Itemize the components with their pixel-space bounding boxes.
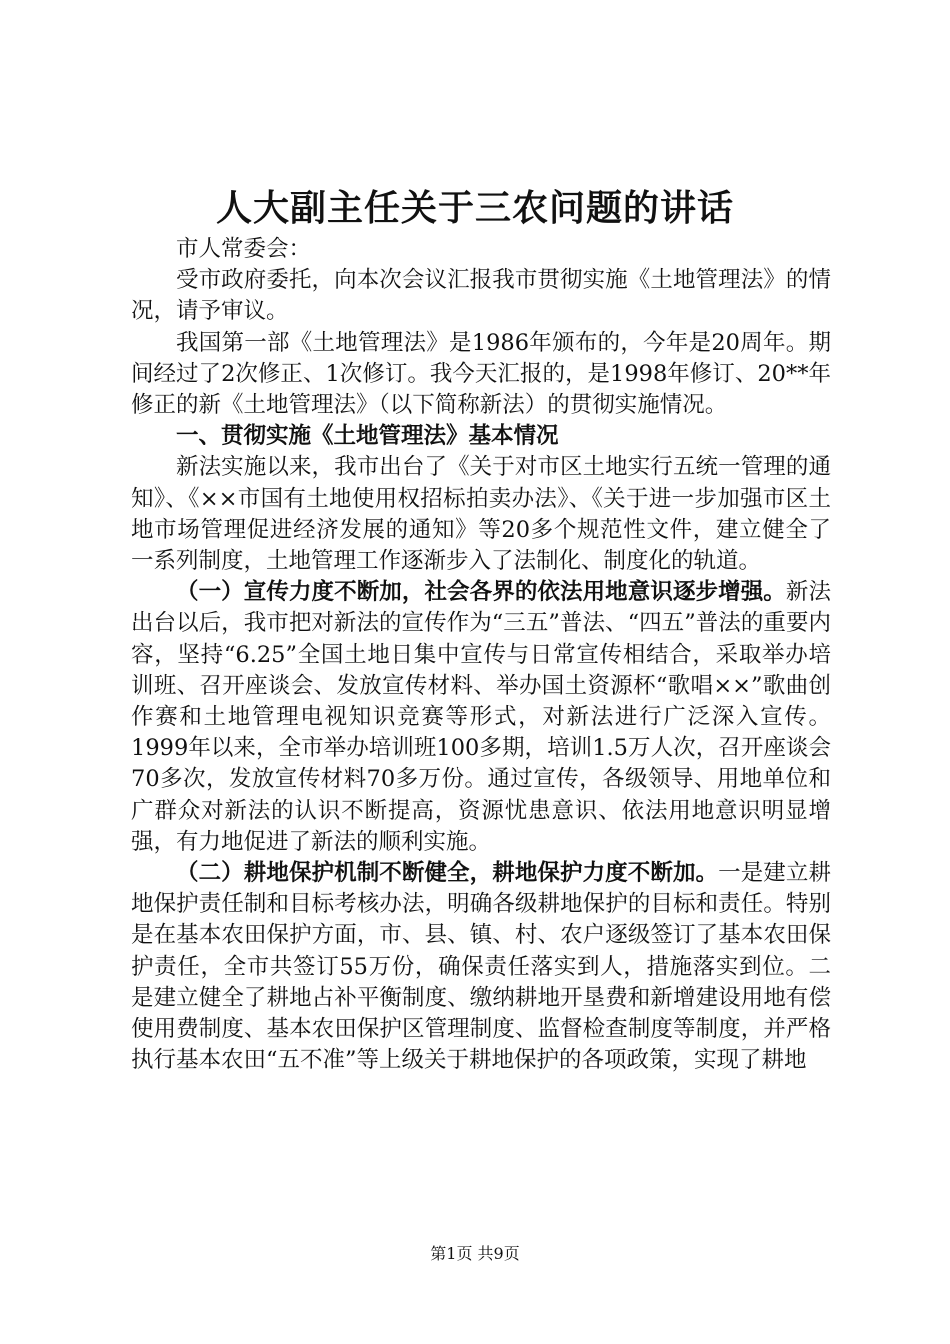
- document-title: 人大副主任关于三农问题的讲话: [215, 187, 734, 229]
- paragraph-publicity: [131, 577, 831, 858]
- paragraph-publicity-text: 新法出台以后，我市把对新法的宣传作为“三五”普法、“四五”普法的重要内容，坚持“6.25”全国土地日集中宣传与日常宣传相结合，采取举办培训班、召开座谈会、发放宣传材料、举办国土资源杯“歌唱××”歌曲创作赛和土地管理电视知识竞赛等形式，对新法进行广泛深入宣传。1999年以来，全市举办培训班100多期，培训1.5万人次，召开座谈会70多次，发放宣传材料70多万份。通过宣传，各级领导、用地单位和广群众对新法的认识不断提高，资源忧患意识、依法用地意识明显增强，有力地促进了新法的顺利实施。: [131, 579, 831, 855]
- salutation: 市人常委会：: [176, 236, 312, 262]
- subheading-publicity: （一）宣传力度不断加，社会各界的依法用地意识逐步增强。: [176, 579, 786, 606]
- page-footer: 第1页 共9页: [430, 1244, 520, 1263]
- section-heading-1: 一、贯彻实施《土地管理法》基本情况: [176, 423, 559, 450]
- paragraph-background: 我国第一部《土地管理法》是1986年颁布的，今年是20周年。期间经过了2次修正、1次修订。我今天汇报的，是1998年修订、20**年修正的新《土地管理法》（以下简称新法）的贯彻实施情况。: [131, 329, 831, 419]
- paragraph-overview: 新法实施以来，我市出台了《关于对市区土地实行五统一管理的通知》、《××市国有土地使用权招标拍卖办法》、《关于进一步加强市区土地市场管理促进经济发展的通知》等20多个规范性文件，建立健全了一系列制度，土地管理工作逐渐步入了法制化、制度化的轨道。: [131, 454, 831, 575]
- paragraph-farmland-text: 一是建立耕地保护责任制和目标考核办法，明确各级耕地保护的目标和责任。特别是在基本农田保护方面，市、县、镇、村、农户逐级签订了基本农田保护责任，全市共签订55万份，确保责任落实到人，措施落实到位。二是建立健全了耕地占补平衡制度、缴纳耕地开垦费和新增建设用地有偿使用费制度、基本农田保护区管理制度、监督检查制度等制度，并严格执行基本农田“五不准”等上级关于耕地保护的各项政策，实现了耕地: [131, 860, 831, 1074]
- paragraph-farmland: [131, 858, 831, 1076]
- paragraph-intro: 受市政府委托，向本次会议汇报我市贯彻实施《土地管理法》的情况，请予审议。: [131, 267, 831, 325]
- document-body: [131, 234, 831, 1076]
- subheading-farmland: （二）耕地保护机制不断健全，耕地保护力度不断加。: [176, 860, 719, 887]
